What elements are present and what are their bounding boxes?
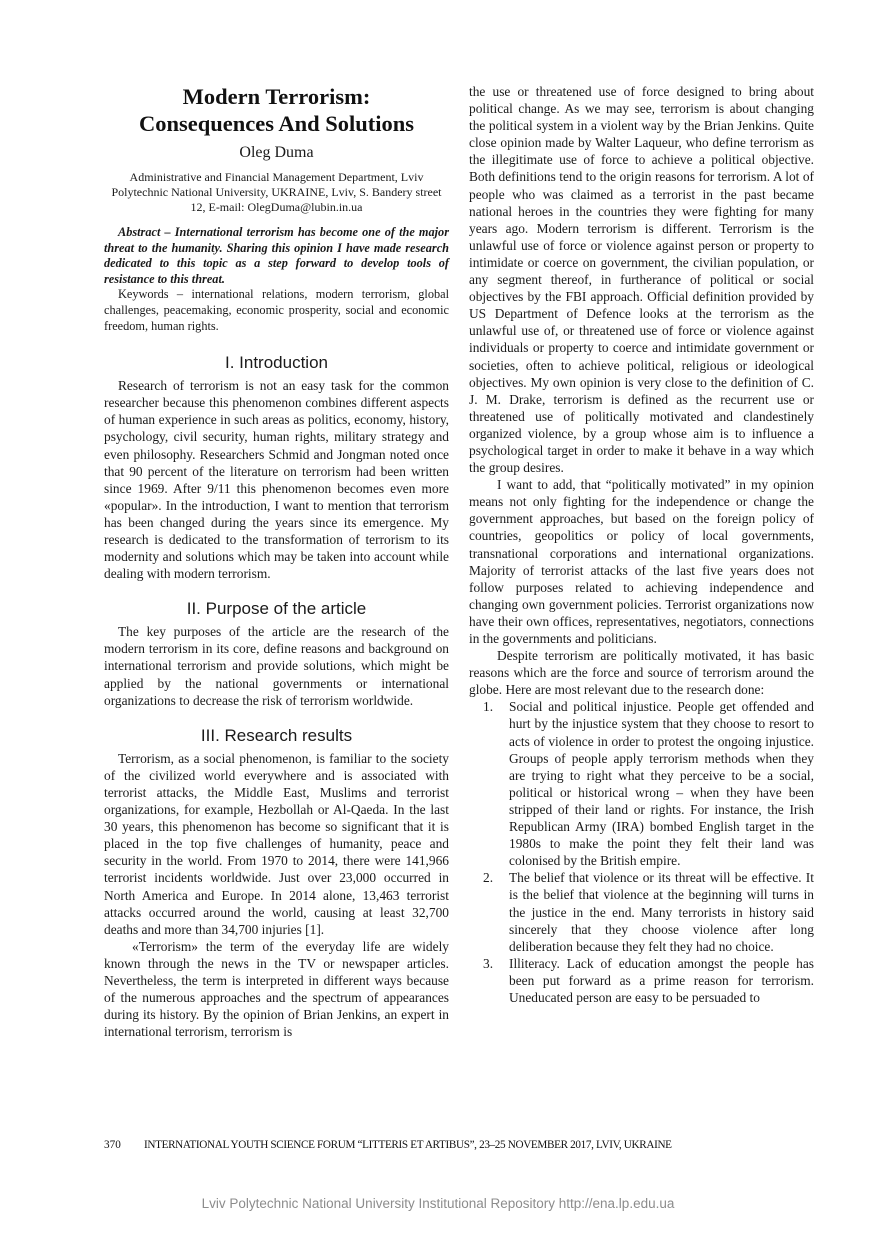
list-item-number: 1. <box>483 699 494 715</box>
repository-watermark: Lviv Polytechnic National University Institutional Repository http://ena.lp.edu.ua <box>201 1196 675 1211</box>
abstract: Abstract – International terrorism has become one of the major threat to the humanity. Sharing this opinion I have made research dedicated to this topic as a step forward to develop tools of resistance to this threat. <box>104 225 449 286</box>
introduction-paragraph: Research of terrorism is not an easy task for the common researcher because this phenomenon combines different aspects of human experience in such areas as politics, economy, history, psychology, civil security, human rights, military strategy and even philosophy. Researchers Schmid and Jongman noted once that 90 percent of the literature on terrorism had been written since 1969. After 9/11 this phenomenon becomes even more «popular». In the introduction, I want to mention that terrorism has been changed during the years since its emergence. My research is dedicated to the transformation of terrorism to its modernity and solutions which may be taken into account while dealing with modern terrorism. <box>104 378 449 582</box>
list-item <box>469 869 814 954</box>
author-name: Oleg Duma <box>239 144 314 161</box>
results-paragraph: Terrorism, as a social phenomenon, is familiar to the society of the civilized world everywhere and is associated with terrorist attacks, the Middle East, Muslims and terrorist organizations, for example, Hezbollah or Al-Qaeda. In the last 30 years, this phenomenon has become so significant that it is placed in the top five challenges of humanity, peace and security in the world. From 1970 to 2014, there were 141,966 terrorist incidents worldwide. Just over 23,000 occurred in North America and Europe. In 2014 alone, 13,463 terrorist attacks occurred around the world, causing at least 32,700 deaths and more than 34,700 injuries [1]. <box>104 750 449 937</box>
list-item <box>469 955 814 1006</box>
list-item-text: Illiteracy. Lack of education amongst the people has been put forward as a prime reason for terrorism. Uneducated person are easy to be persuaded to <box>509 955 814 1005</box>
list-item-number: 3. <box>483 955 494 971</box>
keywords: Keywords – international relations, modern terrorism, global challenges, peacemaking, economic prosperity, social and economic freedom, human rights. <box>104 287 449 333</box>
left-column <box>104 83 449 1040</box>
author-affiliation: Administrative and Financial Management Department, Lviv Polytechnic National University, UKRAINE, Lviv, S. Bandery street 12, E-mail: OlegDuma@lubin.in.ua <box>111 170 442 214</box>
results-paragraph: I want to add, that “politically motivated” in my opinion means not only fighting for the independence or change the government approaches, but based on the foreign policy of countries, geopolitics or policy of local governments, transnational corporations and international organizations. Majority of terrorist attacks of the last five years does not follow purposes related to achieving independence and changing own government policies. Terrorist organizations now have their own offices, representatives, negotiators, connections in the governments and politicians. <box>469 477 814 646</box>
results-paragraph: «Terrorism» the term of the everyday life are widely known through the news in the TV or newspaper articles. Nevertheless, the term is interpreted in different ways because of the numerous approaches and the spectrum of appearances during its history. By the opinion of Brian Jenkins, an expert in international terrorism, terrorism is <box>104 938 449 1040</box>
reasons-list <box>469 698 814 1006</box>
list-item <box>469 698 814 869</box>
title-line-1: Modern Terrorism: <box>182 84 371 109</box>
results-paragraph-continued: the use or threatened use of force designed to bring about political change. As we may see, terrorism is about changing the political system in a violent way by the Brian Jenkins. Quite close opinion made by Walter Laqueur, who define terrorism as the illegitimate use of force to achieve a political objective. Both definitions tend to the origin reasons for terrorism. A lot of people who was claimed as a terrorist in the past became national heroes in the countries they were fighting for many years ago. Modern terrorism is different. Terrorism is the unlawful use of force or violence against person or property to intimidate or coerce on government, the civilian population, or any segment thereof, in furtherance of political or social objectives by the FBI approach. Official definition provided by US Department of Defence looks at the terrorism as the unlawful use of, or threatened use of force or violence against individuals or property to coerce and intimidate government or societies, often to achieve political, religious or ideological objectives. My own opinion is very close to the definition of C. J. M. Drake, terrorism is defined as the recurrent use or threatened use of politically motivated and clandestinely organized violence, by a group whose aim is to influence a psychological target in order to make it behave in a way which the group desires. <box>469 84 814 476</box>
purpose-paragraph: The key purposes of the article are the research of the modern terrorism in its core, define reasons and background on international terrorism and provide solutions, which might be applied by the national governments or international organizations to decrease the risk of terrorism worldwide. <box>104 624 449 708</box>
list-item-text: Social and political injustice. People get offended and hurt by the injustice system that they choose to resort to acts of violence in order to protest the ongoing injustice. Groups of people apply terrorism methods when they are trying to right what they perceive to be a social, political or historical wrong – when they have been stripped of their land or rights. For instance, the Irish Republican Army (IRA) bombed English target in the 1980s to make the point they felt their land was colonised by the British empire. <box>509 699 814 869</box>
list-item-number: 2. <box>483 870 494 886</box>
list-item-text: The belief that violence or its threat will be effective. It is the belief that violence at the beginning will turns in the justice in the end. Many terrorists in history said sincerely that they choose violence after long deliberation because they felt they had no choice. <box>509 870 814 954</box>
paper-title <box>104 83 449 137</box>
section-heading-results: III. Research results <box>200 725 353 745</box>
section-heading-purpose: II. Purpose of the article <box>186 599 367 619</box>
title-line-2: Consequences And Solutions <box>138 111 415 136</box>
section-heading-introduction: I. Introduction <box>224 353 328 373</box>
conference-info: INTERNATIONAL YOUTH SCIENCE FORUM “LITTERIS ET ARTIBUS”, 23–25 NOVEMBER 2017, LVIV, UKRAINE <box>144 1139 672 1151</box>
results-paragraph: Despite terrorism are politically motivated, it has basic reasons which are the force and source of terrorism around the globe. Here are most relevant due to the research done: <box>469 648 814 698</box>
page-footer <box>104 1138 784 1152</box>
page-number: 370 <box>104 1139 121 1151</box>
right-column <box>469 83 814 1006</box>
